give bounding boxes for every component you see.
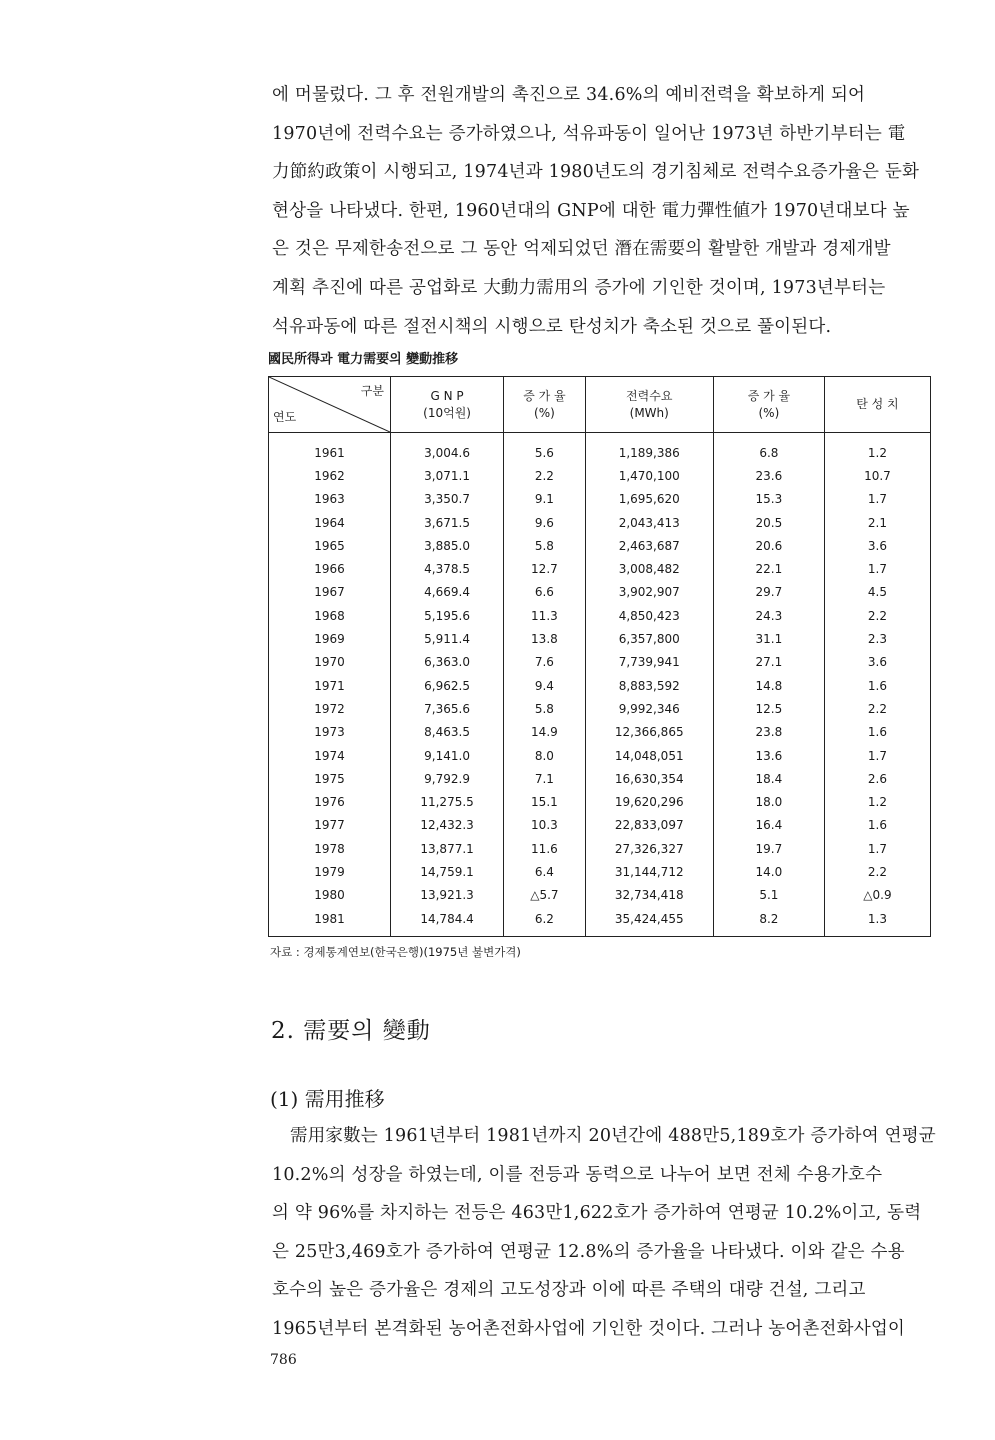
table-header-row <box>269 377 931 433</box>
cell-elasticity: 1.2 <box>824 433 930 465</box>
cell-gnp: 5,195.6 <box>390 604 503 627</box>
cell-power-demand: 19,620,296 <box>585 790 713 813</box>
cell-gnp-rate: 13.8 <box>504 627 585 650</box>
cell-gnp-rate: 15.1 <box>504 790 585 813</box>
cell-power-rate: 23.8 <box>713 721 824 744</box>
cell-gnp-rate: 2.2 <box>504 464 585 487</box>
cell-power-rate: 16.4 <box>713 814 824 837</box>
text-line: 에 머물렀다. 그 후 전원개발의 촉진으로 34.6%의 예비전력을 확보하게 되어 <box>272 85 866 105</box>
cell-power-demand: 3,902,907 <box>585 581 713 604</box>
cell-elasticity: 4.5 <box>824 581 930 604</box>
cell-power-demand: 35,424,455 <box>585 907 713 937</box>
cell-elasticity: 3.6 <box>824 651 930 674</box>
cell-power-rate: 27.1 <box>713 651 824 674</box>
cell-gnp-rate: 7.6 <box>504 651 585 674</box>
cell-elasticity: 2.6 <box>824 767 930 790</box>
cell-gnp-rate: 8.0 <box>504 744 585 767</box>
cell-gnp-rate: 5.8 <box>504 534 585 557</box>
cell-gnp: 3,885.0 <box>390 534 503 557</box>
header-corner-cell <box>269 377 391 433</box>
cell-year: 1974 <box>269 744 391 767</box>
cell-power-demand: 2,043,413 <box>585 511 713 534</box>
intro-paragraph <box>272 76 932 346</box>
text-line: 은 25만3,469호가 증가하여 연평균 12.8%의 증가율을 나타냈다. 이와 같은 수용 <box>272 1241 905 1262</box>
cell-year: 1977 <box>269 814 391 837</box>
cell-power-rate: 14.8 <box>713 674 824 697</box>
cell-power-rate: 18.4 <box>713 767 824 790</box>
cell-elasticity: 1.6 <box>824 721 930 744</box>
cell-power-demand: 1,189,386 <box>585 433 713 465</box>
text-line: 10.2%의 성장을 하였는데, 이를 전등과 동력으로 나누어 보면 전체 수용가호수 <box>272 1164 883 1185</box>
cell-gnp-rate: 14.9 <box>504 721 585 744</box>
cell-gnp-rate: 5.8 <box>504 697 585 720</box>
cell-gnp: 8,463.5 <box>390 721 503 744</box>
cell-gnp-rate: 9.1 <box>504 488 585 511</box>
table-row <box>269 814 931 837</box>
cell-power-rate: 5.1 <box>713 884 824 907</box>
table-row <box>269 721 931 744</box>
cell-power-rate: 31.1 <box>713 627 824 650</box>
table-row <box>269 557 931 580</box>
table-row <box>269 790 931 813</box>
table-row <box>269 767 931 790</box>
cell-year: 1966 <box>269 557 391 580</box>
header-year: 연도 <box>273 410 297 424</box>
header-power-rate-title: 증 가 율 <box>747 388 791 403</box>
cell-gnp: 11,275.5 <box>390 790 503 813</box>
cell-gnp: 4,378.5 <box>390 557 503 580</box>
cell-gnp-rate: 11.6 <box>504 837 585 860</box>
cell-elasticity: 1.7 <box>824 488 930 511</box>
header-power-rate <box>713 377 824 433</box>
table-row <box>269 433 931 465</box>
cell-year: 1961 <box>269 433 391 465</box>
cell-elasticity: 1.7 <box>824 837 930 860</box>
cell-power-demand: 16,630,354 <box>585 767 713 790</box>
table-row <box>269 604 931 627</box>
cell-year: 1967 <box>269 581 391 604</box>
table-row <box>269 627 931 650</box>
cell-elasticity: 10.7 <box>824 464 930 487</box>
cell-gnp-rate: 10.3 <box>504 814 585 837</box>
cell-gnp: 9,792.9 <box>390 767 503 790</box>
cell-year: 1965 <box>269 534 391 557</box>
cell-year: 1980 <box>269 884 391 907</box>
cell-elasticity: 2.2 <box>824 860 930 883</box>
text-line: 1965년부터 본격화된 농어촌전화사업에 기인한 것이다. 그러나 농어촌전화사업이 <box>272 1318 906 1339</box>
subsection-heading: (1) 需用推移 <box>270 1087 385 1111</box>
page-number: 786 <box>270 1352 297 1368</box>
cell-year: 1973 <box>269 721 391 744</box>
cell-power-rate: 12.5 <box>713 697 824 720</box>
header-gnp-rate <box>504 377 585 433</box>
cell-elasticity: △0.9 <box>824 884 930 907</box>
header-elasticity: 탄 성 치 <box>824 377 930 433</box>
cell-elasticity: 1.7 <box>824 557 930 580</box>
table-row <box>269 884 931 907</box>
cell-gnp: 7,365.6 <box>390 697 503 720</box>
cell-elasticity: 1.2 <box>824 790 930 813</box>
table-row <box>269 860 931 883</box>
cell-elasticity: 2.2 <box>824 604 930 627</box>
cell-power-rate: 8.2 <box>713 907 824 937</box>
cell-gnp-rate: 9.4 <box>504 674 585 697</box>
cell-power-rate: 14.0 <box>713 860 824 883</box>
header-power-title: 전력수요 <box>626 388 673 403</box>
table-row <box>269 697 931 720</box>
text-line: 力節約政策이 시행되고, 1974년과 1980년도의 경기침체로 전력수요증가율은 둔화 <box>272 162 920 183</box>
cell-power-demand: 9,992,346 <box>585 697 713 720</box>
cell-power-rate: 22.1 <box>713 557 824 580</box>
table-row <box>269 744 931 767</box>
cell-year: 1968 <box>269 604 391 627</box>
header-power-unit: (MWh) <box>629 405 669 420</box>
table-body <box>269 433 931 937</box>
cell-power-demand: 3,008,482 <box>585 557 713 580</box>
text-line: 현상을 나타냈다. 한편, 1960년대의 GNP에 대한 電力彈性値가 1970년대보다 높 <box>272 200 910 221</box>
text-line: 석유파동에 따른 절전시책의 시행으로 탄성치가 축소된 것으로 풀이된다. <box>272 316 832 337</box>
cell-gnp: 12,432.3 <box>390 814 503 837</box>
table-row <box>269 907 931 937</box>
section-heading: 2. 需要의 變動 <box>271 1018 431 1044</box>
cell-gnp: 9,141.0 <box>390 744 503 767</box>
body-paragraph <box>272 1117 936 1349</box>
header-gnp <box>390 377 503 433</box>
table-source-note: 자료 : 경제통계연보(한국은행)(1975년 불변가격) <box>270 945 521 959</box>
cell-gnp: 5,911.4 <box>390 627 503 650</box>
cell-power-rate: 19.7 <box>713 837 824 860</box>
cell-year: 1964 <box>269 511 391 534</box>
cell-power-rate: 6.8 <box>713 433 824 465</box>
cell-gnp: 13,877.1 <box>390 837 503 860</box>
cell-power-rate: 20.5 <box>713 511 824 534</box>
cell-gnp-rate: 6.6 <box>504 581 585 604</box>
cell-power-demand: 4,850,423 <box>585 604 713 627</box>
cell-elasticity: 2.3 <box>824 627 930 650</box>
table-row <box>269 674 931 697</box>
cell-gnp-rate: 5.6 <box>504 433 585 465</box>
text-line: 1970년에 전력수요는 증가하였으나, 석유파동이 일어난 1973년 하반기부터는 電 <box>272 123 906 144</box>
cell-year: 1962 <box>269 464 391 487</box>
cell-power-demand: 6,357,800 <box>585 627 713 650</box>
cell-power-rate: 29.7 <box>713 581 824 604</box>
table-caption: 國民所得과 電力需要의 變動推移 <box>268 352 459 367</box>
cell-gnp: 3,071.1 <box>390 464 503 487</box>
table-row <box>269 488 931 511</box>
text-line: 의 약 96%를 차지하는 전등은 463만1,622호가 증가하여 연평균 10.2%이고, 동력 <box>272 1203 922 1224</box>
cell-gnp: 3,004.6 <box>390 433 503 465</box>
text-line: 은 것은 무제한송전으로 그 동안 억제되었던 潛在需要의 활발한 개발과 경제개발 <box>272 239 891 260</box>
cell-power-demand: 7,739,941 <box>585 651 713 674</box>
header-gubun: 구분 <box>360 384 384 398</box>
cell-power-demand: 27,326,327 <box>585 837 713 860</box>
header-power-rate-unit: (%) <box>758 405 780 420</box>
cell-year: 1972 <box>269 697 391 720</box>
text-line: 호수의 높은 증가율은 경제의 고도성장과 이에 따른 주택의 대량 건설, 그리고 <box>272 1280 866 1301</box>
cell-power-rate: 24.3 <box>713 604 824 627</box>
cell-power-demand: 22,833,097 <box>585 814 713 837</box>
cell-gnp: 14,784.4 <box>390 907 503 937</box>
cell-elasticity: 3.6 <box>824 534 930 557</box>
cell-elasticity: 2.1 <box>824 511 930 534</box>
cell-gnp: 3,671.5 <box>390 511 503 534</box>
cell-power-rate: 13.6 <box>713 744 824 767</box>
cell-gnp-rate: 9.6 <box>504 511 585 534</box>
cell-power-demand: 1,695,620 <box>585 488 713 511</box>
cell-gnp-rate: 6.2 <box>504 907 585 937</box>
cell-elasticity: 1.6 <box>824 814 930 837</box>
cell-gnp: 4,669.4 <box>390 581 503 604</box>
cell-power-demand: 8,883,592 <box>585 674 713 697</box>
cell-elasticity: 1.7 <box>824 744 930 767</box>
cell-gnp: 3,350.7 <box>390 488 503 511</box>
cell-year: 1971 <box>269 674 391 697</box>
cell-power-demand: 14,048,051 <box>585 744 713 767</box>
cell-year: 1963 <box>269 488 391 511</box>
cell-gnp: 14,759.1 <box>390 860 503 883</box>
header-gnp-unit: (10억원) <box>423 405 471 420</box>
cell-elasticity: 2.2 <box>824 697 930 720</box>
cell-gnp-rate: 12.7 <box>504 557 585 580</box>
cell-gnp-rate: 6.4 <box>504 860 585 883</box>
table-row <box>269 464 931 487</box>
cell-power-demand: 31,144,712 <box>585 860 713 883</box>
cell-gnp: 6,363.0 <box>390 651 503 674</box>
cell-power-demand: 32,734,418 <box>585 884 713 907</box>
cell-power-demand: 1,470,100 <box>585 464 713 487</box>
cell-power-demand: 2,463,687 <box>585 534 713 557</box>
cell-gnp-rate: △5.7 <box>504 884 585 907</box>
table-row <box>269 534 931 557</box>
header-power-demand <box>585 377 713 433</box>
cell-year: 1970 <box>269 651 391 674</box>
cell-year: 1981 <box>269 907 391 937</box>
header-gnp-rate-unit: (%) <box>534 405 555 420</box>
cell-gnp: 13,921.3 <box>390 884 503 907</box>
cell-elasticity: 1.6 <box>824 674 930 697</box>
table-row <box>269 837 931 860</box>
cell-gnp-rate: 7.1 <box>504 767 585 790</box>
cell-power-demand: 12,366,865 <box>585 721 713 744</box>
header-gnp-rate-title: 증 가 율 <box>523 388 566 403</box>
cell-power-rate: 18.0 <box>713 790 824 813</box>
cell-year: 1979 <box>269 860 391 883</box>
cell-year: 1969 <box>269 627 391 650</box>
cell-elasticity: 1.3 <box>824 907 930 937</box>
text-line: 需用家數는 1961년부터 1981년까지 20년간에 488만5,189호가 증가하여 연평균 <box>290 1126 936 1146</box>
cell-year: 1976 <box>269 790 391 813</box>
table-row <box>269 511 931 534</box>
gnp-power-table <box>268 376 931 937</box>
table-row <box>269 581 931 604</box>
cell-power-rate: 20.6 <box>713 534 824 557</box>
cell-power-rate: 23.6 <box>713 464 824 487</box>
text-line: 계획 추진에 따른 공업화로 大動力需用의 증가에 기인한 것이며, 1973년부터는 <box>272 277 886 298</box>
cell-gnp-rate: 11.3 <box>504 604 585 627</box>
header-gnp-title: G N P <box>430 388 464 403</box>
cell-year: 1978 <box>269 837 391 860</box>
table-row <box>269 651 931 674</box>
cell-year: 1975 <box>269 767 391 790</box>
cell-gnp: 6,962.5 <box>390 674 503 697</box>
cell-power-rate: 15.3 <box>713 488 824 511</box>
